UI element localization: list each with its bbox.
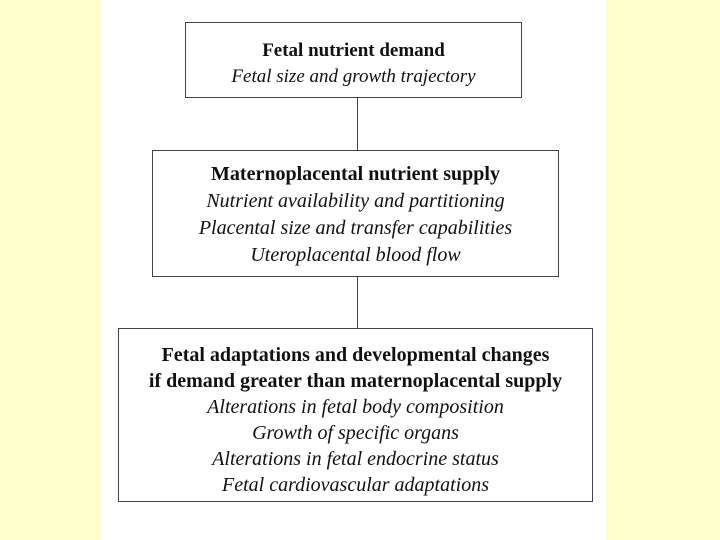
fetal-adaptations-box (118, 328, 593, 502)
box-heading: Fetal nutrient demand (262, 40, 445, 61)
connector-supply-to-adaptations (357, 277, 358, 328)
box-heading-line: if demand greater than maternoplacental supply (148, 370, 563, 392)
box-item: Alterations in fetal body composition (207, 396, 504, 418)
box-item: Alterations in fetal endocrine status (212, 448, 499, 470)
box-item: Placental size and transfer capabilities (198, 217, 513, 239)
box-item: Growth of specific organs (252, 422, 459, 444)
connector-demand-to-supply (357, 98, 358, 150)
fetal-demand-box (185, 22, 522, 98)
box-item: Nutrient availability and partitioning (206, 190, 505, 212)
box-item: Fetal size and growth trajectory (231, 66, 476, 87)
maternoplacental-supply-box (152, 150, 559, 277)
box-item: Fetal cardiovascular adaptations (221, 474, 489, 496)
box-item: Uteroplacental blood flow (250, 244, 461, 266)
box-heading: Maternoplacental nutrient supply (211, 163, 500, 185)
box-heading-line: Fetal adaptations and developmental changes (161, 344, 550, 366)
